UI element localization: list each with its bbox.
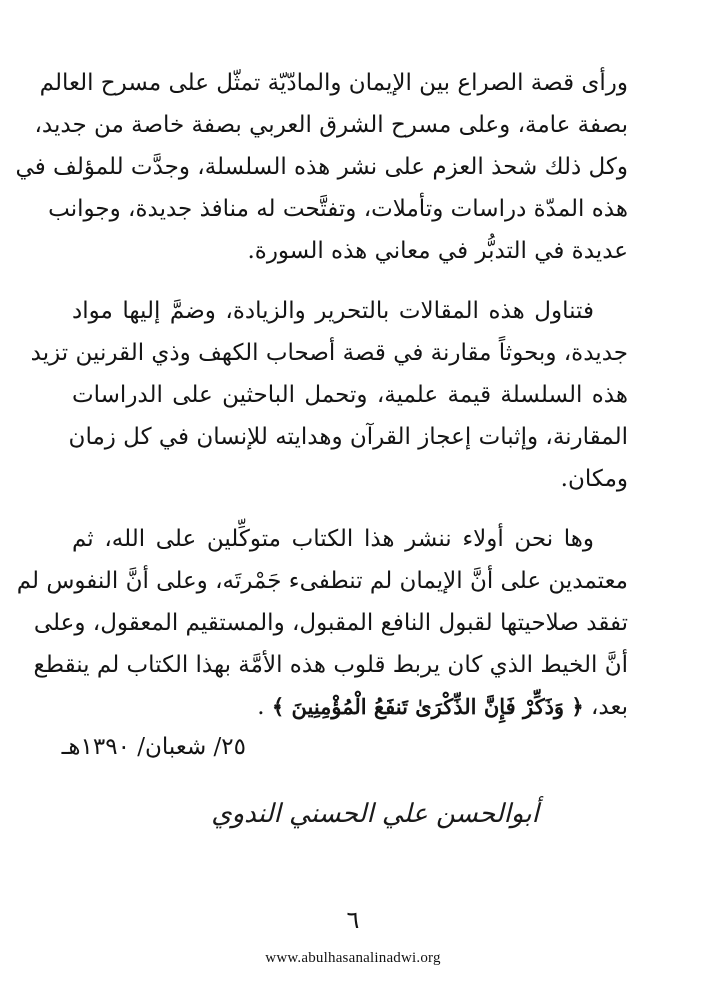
signature-calligraphy (211, 778, 539, 848)
signature-text: أبوالحسن علي الحسني الندوي (211, 799, 539, 829)
paragraph-2-line-5: ومكان. (560, 466, 628, 492)
paragraph-2-line-4: المقارنة، وإثبات إعجاز القرآن وهدايته للإنسان في كل زمان (68, 424, 628, 450)
closing-suffix: . (257, 694, 265, 720)
paragraph-3-line-1: وها نحن أولاء ننشر هذا الكتاب متوكِّلين على الله، ثم (72, 526, 594, 552)
paragraph-1-line-1: ورأى قصة الصراع بين الإيمان والمادّيّة تمثّل على مسرح العالم (39, 70, 628, 96)
paragraph-2-line-2: جديدة، وبحوثاً مقارنة في قصة أصحاب الكهف وذي القرنين تزيد (30, 340, 628, 366)
paragraph-3-line-3: تفقد صلاحيتها لقبول النافع المقبول، والمستقيم المعقول، وعلى (33, 610, 628, 636)
paragraph-2-line-3: هذه السلسلة قيمة علمية، وتحمل الباحثين على الدراسات (72, 382, 628, 408)
quran-verse: ﴿ وَذَكِّرْ فَإِنَّ الذِّكْرَىٰ تَنفَعُ الْمُؤْمِنِينَ ﴾ (271, 694, 584, 719)
paragraph-1-line-5: عديدة في التدبُّر في معاني هذه السورة. (247, 238, 628, 264)
closing-prefix: بعد، (591, 694, 628, 720)
paragraph-gap (72, 500, 628, 518)
paragraph-3-line-2: معتمدين على أنَّ الإيمان لم تنطفىء جَمْرتَه، وعلى أنَّ النفوس لم (16, 568, 628, 594)
footer-url: www.abulhasanalinadwi.org (265, 950, 441, 966)
paragraph-gap (72, 272, 628, 290)
signature (211, 778, 539, 848)
page-number: ٦ (346, 906, 360, 934)
paragraph-3-line-4: أنَّ الخيط الذي كان يربط قلوب هذه الأمَّة بهذا الكتاب لم ينقطع (33, 652, 628, 678)
paragraph-1-line-4: هذه المدّة دراسات وتأملات، وتفتَّحت له منافذ جديدة، وجوانب (48, 196, 628, 222)
paragraph-1-line-2: بصفة عامة، وعلى مسرح الشرق العربي بصفة خاصة من جديد، (34, 112, 628, 138)
paragraph-1-line-3: وكل ذلك شحذ العزم على نشر هذه السلسلة، وجدَّت للمؤلف في (15, 154, 628, 180)
date-line: ٢٥/ شعبان/ ١٣٩٠هـ (61, 734, 246, 760)
body-text (15, 62, 628, 728)
paragraph-2-line-1: فتناول هذه المقالات بالتحرير والزيادة، وضمَّ إليها مواد (72, 298, 594, 324)
paragraph-3-closing-line (72, 686, 628, 728)
